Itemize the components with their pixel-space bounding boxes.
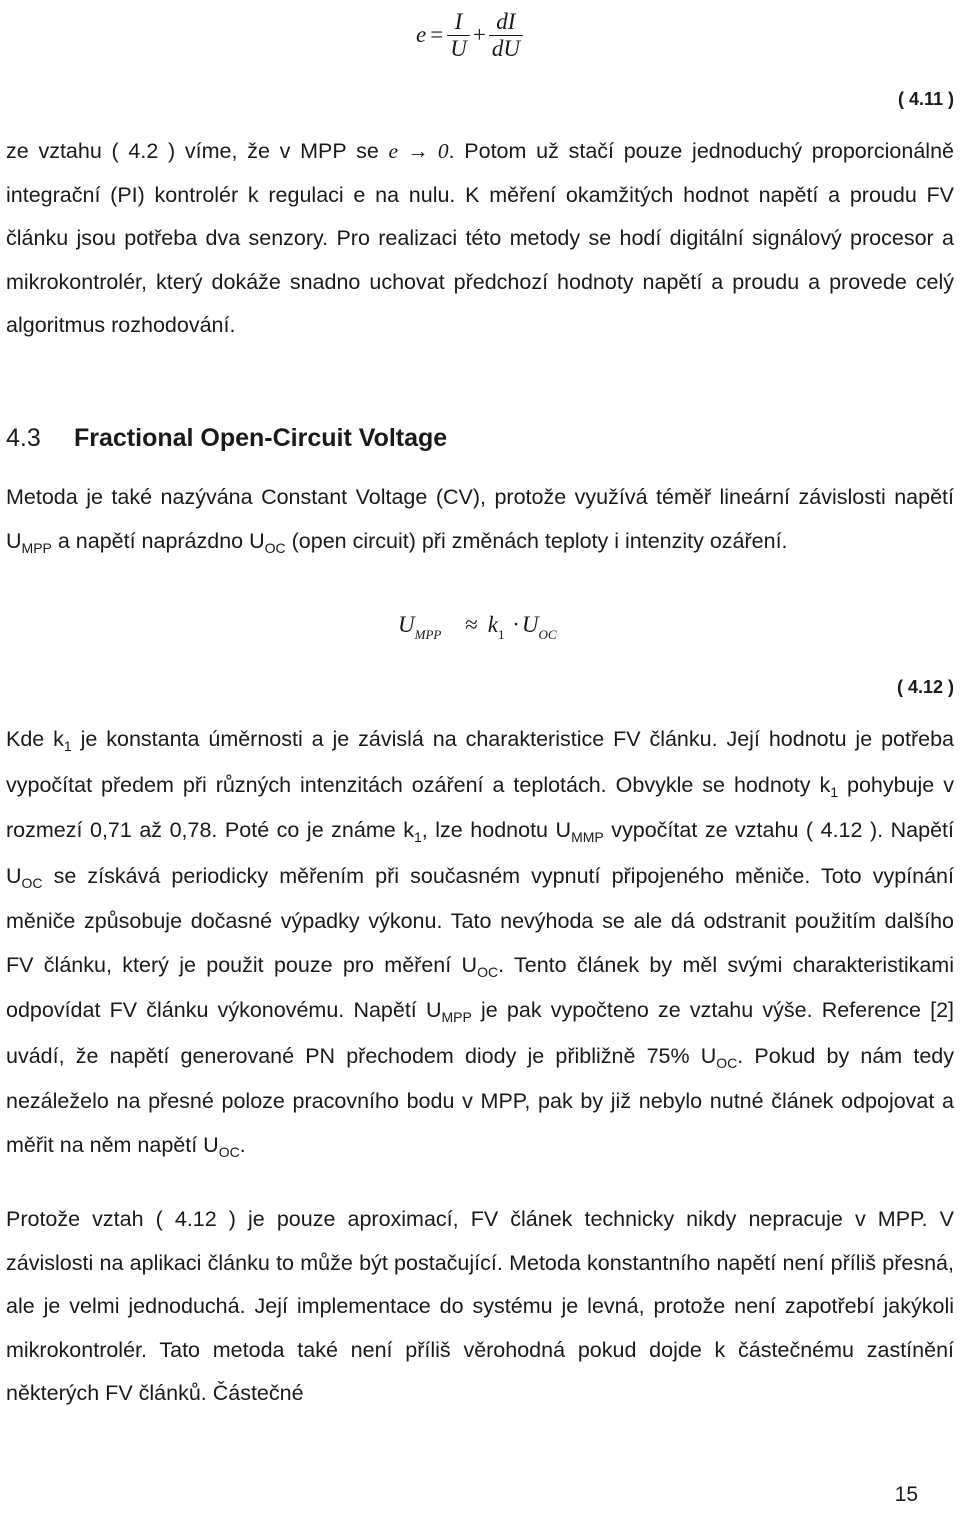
equation-4-12 [398,612,557,642]
paragraph-3 [6,718,954,1169]
paragraph-1-start: ze vztahu ( 4.2 ) víme, že v MPP se [6,139,389,163]
eq-symbol-u: U [398,612,415,637]
text-run: pohybuje v rozmezí 0,71 až 0,78. Poté co je známe k [6,772,954,842]
eq-symbol-k: k [487,612,498,637]
text-run: Kde k [6,727,64,751]
subscript: 1 [63,738,72,754]
fraction-di-over-du [489,9,523,62]
paragraph-2 [6,476,954,565]
eq-plus: + [472,22,486,47]
equation-number-4-12: ( 4.12 ) [896,677,954,697]
subscript: OC [264,539,286,556]
subscript: 1 [830,783,839,800]
text-run: . [239,1132,246,1157]
text-run: je konstanta úměrnosti a je závislá na charakteristice FV článku. Její hodnotu je potřeba vypočítat předem při různých intenzitách ozáření a teplotách. Obvykle se hodnoty k [6,727,954,797]
text-run: . Tento článek by měl svými charakteristikami odpovídat FV článku výkonovému. Napětí U [6,952,954,1022]
subscript: MPP [441,1009,472,1025]
section-heading [6,424,447,453]
subscript: MPP [21,539,52,556]
subscript: OC [21,874,43,891]
text-run: Metoda je také nazývána Constant Voltage (CV), protože využívá téměř lineární závislosti napětí U [6,485,954,553]
text-run: (open circuit) při změnách teploty i intenzity ozáření. [285,528,788,553]
eq-lhs: e [416,22,427,47]
eq-equals: = [430,22,444,47]
eq-symbol-u: U [521,612,539,637]
inline-math-e-to-zero: e → 0 [388,139,449,163]
subscript: 1 [413,829,422,845]
eq-subscript: MPP [414,627,442,642]
frac-numerator: I [447,9,470,36]
subscript: OC [218,1143,240,1160]
frac-numerator: dI [489,9,523,36]
frac-denominator: U [450,35,467,61]
equation-4-11 [416,0,523,70]
subscript: OC [477,963,499,980]
page-number: 15 [894,1483,918,1506]
eq-subscript: OC [538,627,557,642]
section-number: 4.3 [6,424,41,452]
text-run: se získává periodicky měřením při současném vypnutí připojeného měniče. Toto vypínání měniče způsobuje dočasné výpadky výkonu. Tato nevýhoda se ale dá odstranit použitím dalšího FV článku, který je použit pouze pro měření U [6,863,954,977]
frac-denominator: dU [491,35,520,61]
subscript: MMP [571,829,604,845]
equation-number-4-11: ( 4.11 ) [897,89,954,109]
paragraph-4-text: Protože vztah ( 4.12 ) je pouze aproximací, FV článek technicky nikdy nepracuje v MPP. V závislosti na aplikaci článku to může být postačující. Metoda konstantního napětí není příliš přesná, ale je velmi jednoduchá. Její implementace do systému je levná, protože není zapotřebí jakýkoli mikrokontrolér. Tato metoda také není příliš věrohodná pokud dojde k částečnému zastínění některých FV článků. Částečné [6,1207,954,1405]
fraction-i-over-u [447,9,470,62]
eq-subscript: 1 [497,627,505,642]
paragraph-1-rest: . Potom už stačí pouze jednoduchý proporcionálně integrační (PI) kontrolér k regulaci e na nulu. K měření okamžitých hodnot napětí a proudu FV článku jsou potřeba dva senzory. Pro realizaci této metody se hodí digitální signálový procesor a mikrokontrolér, který dokáže snadno uchovat předchozí hodnoty napětí a proudu a provede celý algoritmus rozhodování. [6,139,954,337]
subscript: OC [716,1054,738,1071]
eq-approx: ≈ [465,612,478,637]
eq-dot: · [512,612,520,637]
text-run: vypočítat ze vztahu ( 4.12 ). Napětí U [6,818,954,888]
section-title: Fractional Open-Circuit Voltage [74,424,448,452]
text-run: a napětí naprázdno U [51,528,265,553]
text-run: . Pokud by nám tedy nezáleželo na přesné poloze pracovního bodu v MPP, pak by již nebylo nutné článek odpojovat a měřit na něm napětí U [6,1043,954,1157]
paragraph-4 [6,1198,954,1416]
paragraph-1 [6,130,954,348]
text-run: , lze hodnotu U [421,818,572,842]
text-run: je pak vypočteno ze vztahu výše. Reference [2] uvádí, že napětí generované PN přechodem diody je přibližně 75% U [6,998,954,1068]
